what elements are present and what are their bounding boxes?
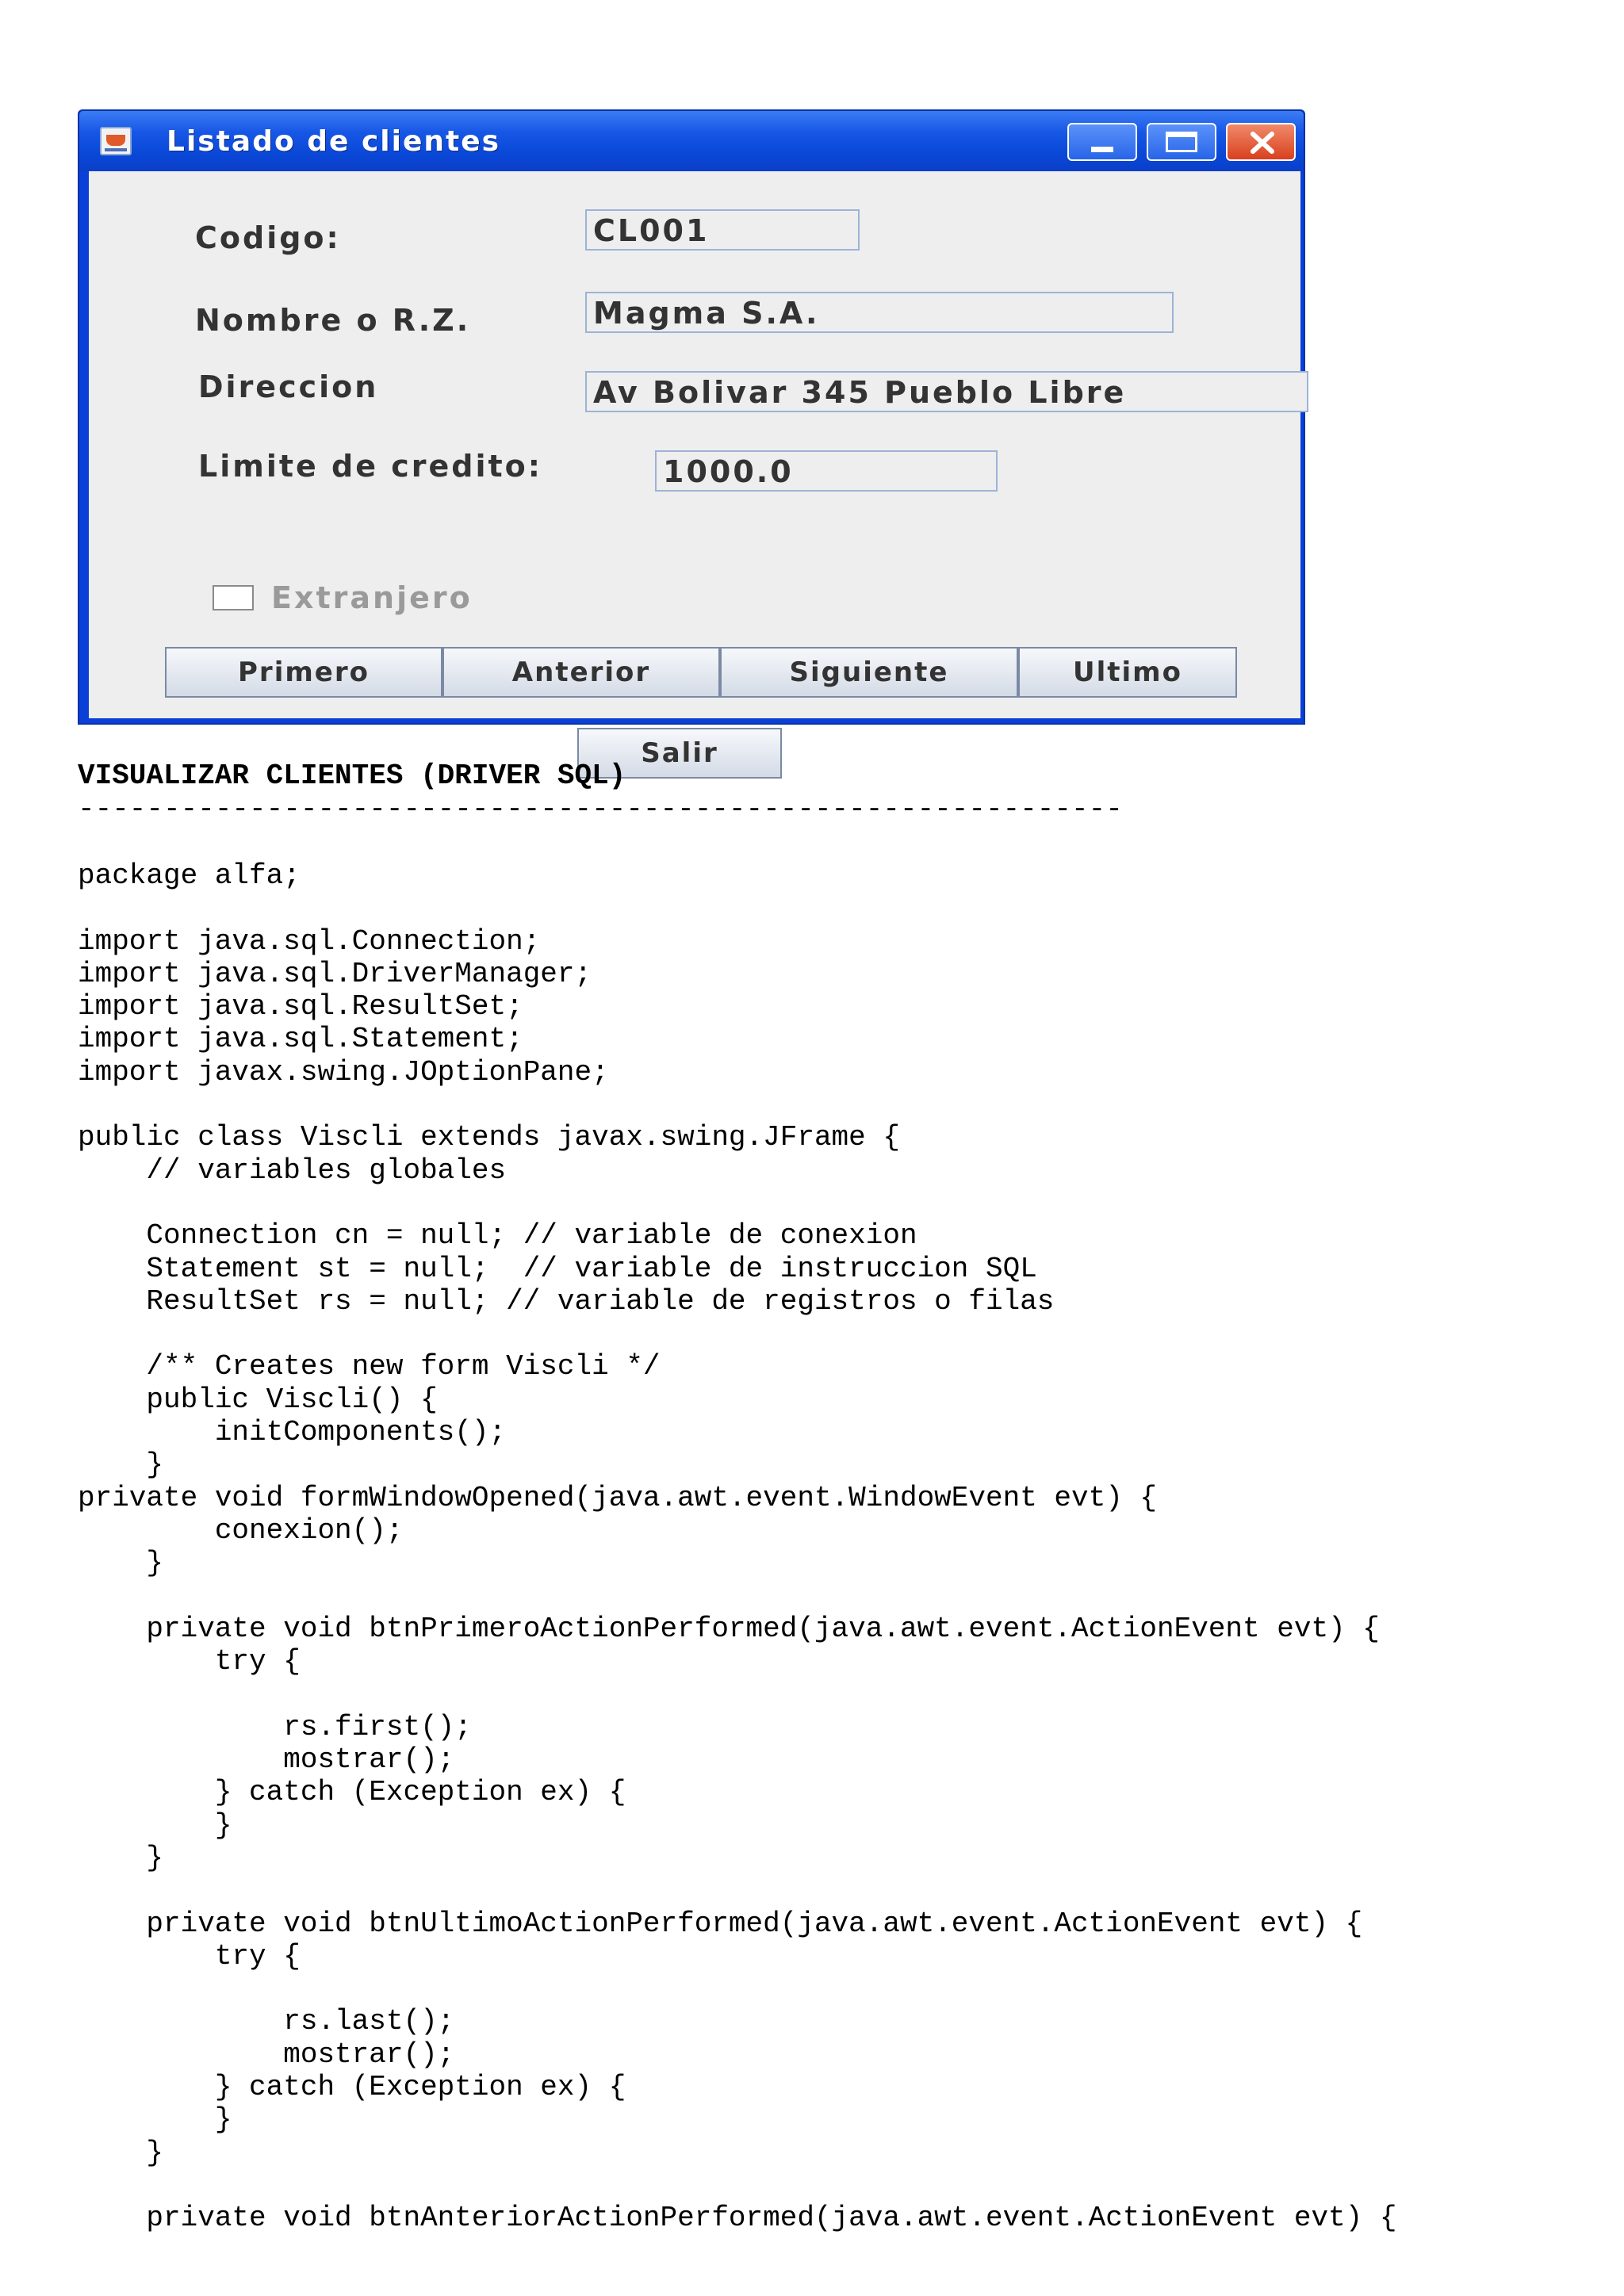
code-line: Connection cn = null; // variable de conexion	[78, 1219, 917, 1253]
salir-button[interactable]: Salir	[577, 728, 782, 779]
code-line: mostrar();	[78, 1743, 455, 1777]
code-line: import java.sql.Statement;	[78, 1023, 523, 1056]
code-line: import javax.swing.JOptionPane;	[78, 1055, 609, 1089]
code-line	[78, 1874, 1396, 1907]
codigo-label: Codigo:	[195, 220, 341, 255]
limite-credito-label: Limite de credito:	[198, 449, 542, 484]
maximize-icon	[1166, 132, 1197, 152]
code-line: rs.last();	[78, 2005, 455, 2038]
extranjero-label: Extranjero	[271, 580, 473, 615]
code-line: try {	[78, 1939, 301, 1973]
code-line: conexion();	[78, 1513, 404, 1547]
code-line: Statement st = null; // variable de instruccion SQL	[78, 1252, 1037, 1285]
code-line: private void btnUltimoActionPerformed(java.awt.event.ActionEvent evt) {	[78, 1907, 1363, 1940]
maximize-button[interactable]	[1147, 123, 1216, 161]
siguiente-button[interactable]: Siguiente	[720, 647, 1018, 698]
code-line: import java.sql.DriverManager;	[78, 957, 592, 990]
minimize-button[interactable]	[1067, 123, 1137, 161]
window-titlebar[interactable]	[79, 111, 1304, 171]
code-line: import java.sql.Connection;	[78, 924, 541, 958]
code-line: }	[78, 2103, 232, 2137]
code-line: private void formWindowOpened(java.awt.event.WindowEvent evt) {	[78, 1481, 1158, 1514]
code-line	[78, 1318, 1396, 1350]
code-line: }	[78, 1448, 164, 1482]
code-line	[78, 1973, 1396, 2005]
code-line: package alfa;	[78, 859, 301, 892]
code-line: try {	[78, 1645, 301, 1678]
heading-rule: -------------------------------------------------------------	[78, 793, 1123, 825]
code-line	[78, 2169, 1396, 2202]
listado-clientes-window	[78, 109, 1305, 769]
window-title: Listado de clientes	[167, 125, 501, 158]
nombre-field[interactable]: Magma S.A.	[585, 292, 1174, 333]
code-line	[78, 1187, 1396, 1219]
section-heading: VISUALIZAR CLIENTES (DRIVER SQL)	[78, 760, 626, 792]
code-listing	[78, 859, 1396, 2234]
code-line: import java.sql.ResultSet;	[78, 990, 523, 1024]
code-line	[78, 1678, 1396, 1710]
window-content	[89, 171, 1300, 769]
primero-button[interactable]: Primero	[165, 647, 442, 698]
code-line: private void btnAnteriorActionPerformed(java.awt.event.ActionEvent evt) {	[78, 2202, 1397, 2235]
code-line	[78, 1580, 1396, 1613]
code-line: }	[78, 2136, 164, 2169]
java-app-icon	[100, 127, 132, 155]
codigo-field[interactable]: CL001	[585, 209, 860, 251]
code-line: public Viscli() {	[78, 1383, 438, 1416]
code-line: } catch (Exception ex) {	[78, 1776, 626, 1809]
code-line	[78, 1089, 1396, 1121]
limite-credito-field[interactable]: 1000.0	[655, 450, 998, 492]
code-line: }	[78, 1547, 164, 1580]
code-line: }	[78, 1841, 164, 1874]
minimize-icon	[1091, 147, 1113, 152]
code-line: ResultSet rs = null; // variable de registros o filas	[78, 1284, 1055, 1318]
code-line: initComponents();	[78, 1416, 507, 1449]
extranjero-checkbox[interactable]	[213, 585, 254, 610]
code-line: public class Viscli extends javax.swing.JFrame {	[78, 1121, 900, 1154]
code-line: } catch (Exception ex) {	[78, 2070, 626, 2103]
ultimo-button[interactable]: Ultimo	[1018, 647, 1237, 698]
code-line: // variables globales	[78, 1154, 507, 1187]
code-line	[78, 892, 1396, 924]
direccion-label: Direccion	[198, 369, 379, 404]
close-button[interactable]	[1226, 123, 1296, 161]
anterior-button[interactable]: Anterior	[442, 647, 720, 698]
code-line: rs.first();	[78, 1710, 472, 1743]
code-line: private void btnPrimeroActionPerformed(java.awt.event.ActionEvent evt) {	[78, 1612, 1380, 1645]
close-icon	[1247, 131, 1278, 155]
code-line: }	[78, 1808, 232, 1842]
direccion-field[interactable]: Av Bolivar 345 Pueblo Libre	[585, 371, 1308, 412]
nombre-label: Nombre o R.Z.	[195, 303, 471, 338]
code-line: /** Creates new form Viscli */	[78, 1350, 661, 1383]
code-line: mostrar();	[78, 2038, 455, 2071]
